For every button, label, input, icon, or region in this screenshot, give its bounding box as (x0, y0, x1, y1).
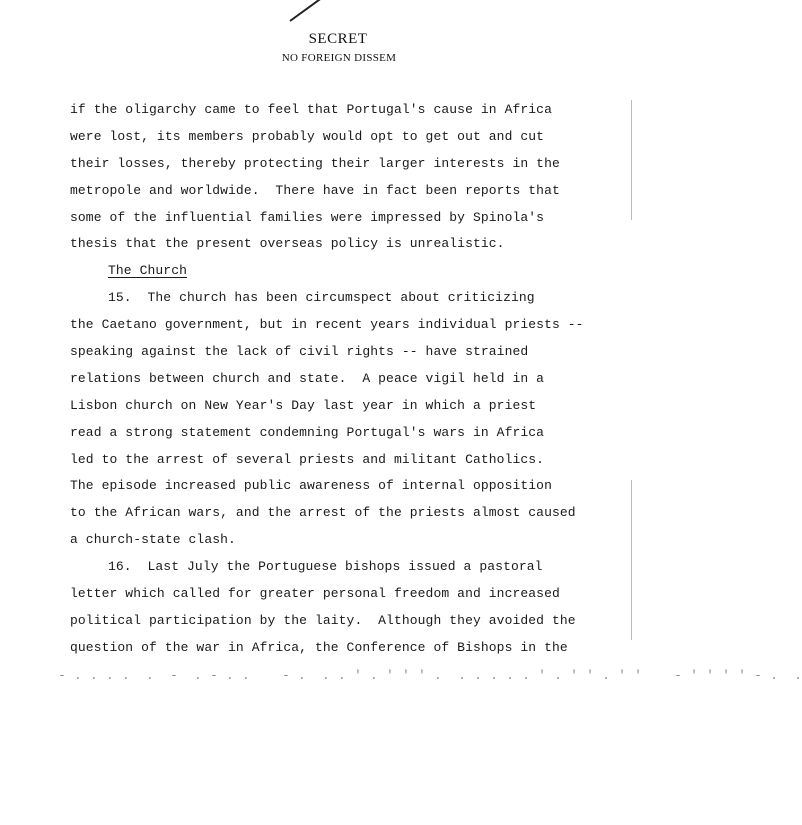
text-line: led to the arrest of several priests and militant Catholics. (70, 451, 545, 467)
text-line: to the African wars, and the arrest of the priests almost caused (70, 505, 576, 521)
text-line: their losses, thereby protecting their larger interests in the (70, 155, 560, 171)
text-line: 15. The church has been circumspect about criticizing (108, 290, 535, 306)
text-line: Lisbon church on New Year's Day last year in which a priest (70, 397, 537, 413)
text-line: were lost, its members probably would opt to get out and cut (70, 128, 545, 144)
text-line: read a strong statement condemning Portugal's wars in Africa (70, 424, 545, 440)
text-line: political participation by the laity. Although they avoided the (70, 612, 576, 628)
section-heading-church: The Church (108, 263, 188, 279)
text-line: letter which called for greater personal freedom and increased (70, 586, 560, 602)
dissemination-control: NO FOREIGN DISSEM (281, 52, 397, 64)
text-line: question of the war in Africa, the Conference of Bishops in the (70, 639, 568, 655)
scan-edge-mark (631, 480, 632, 640)
text-line: the Caetano government, but in recent years individual priests -- (70, 317, 584, 333)
document-body (70, 97, 610, 662)
scan-edge-mark (631, 100, 632, 220)
text-line: metropole and worldwide. There have in fact been reports that (70, 182, 560, 198)
classification-marking: SECRET (308, 31, 368, 47)
text-line: speaking against the lack of civil rights -- have strained (70, 344, 529, 360)
text-line: relations between church and state. A peace vigil held in a (70, 370, 545, 386)
text-line: The episode increased public awareness of internal opposition (70, 478, 552, 494)
text-line: some of the influential families were impressed by Spinola's (70, 209, 545, 225)
handwritten-strike-mark (289, 0, 350, 22)
text-line: 16. Last July the Portuguese bishops issued a pastoral (108, 559, 543, 575)
text-line: if the oligarchy came to feel that Portugal's cause in Africa (70, 102, 552, 117)
text-line: thesis that the present overseas policy is unrealistic. (70, 236, 505, 252)
document-header (0, 30, 636, 66)
cutoff-text-line: - . . . . . - . - . . - . . . ' . ' ' ' . . . . . . ' . ' ' . ' ' - ' ' ' ' - . . (58, 668, 802, 683)
text-line: a church-state clash. (70, 532, 236, 548)
